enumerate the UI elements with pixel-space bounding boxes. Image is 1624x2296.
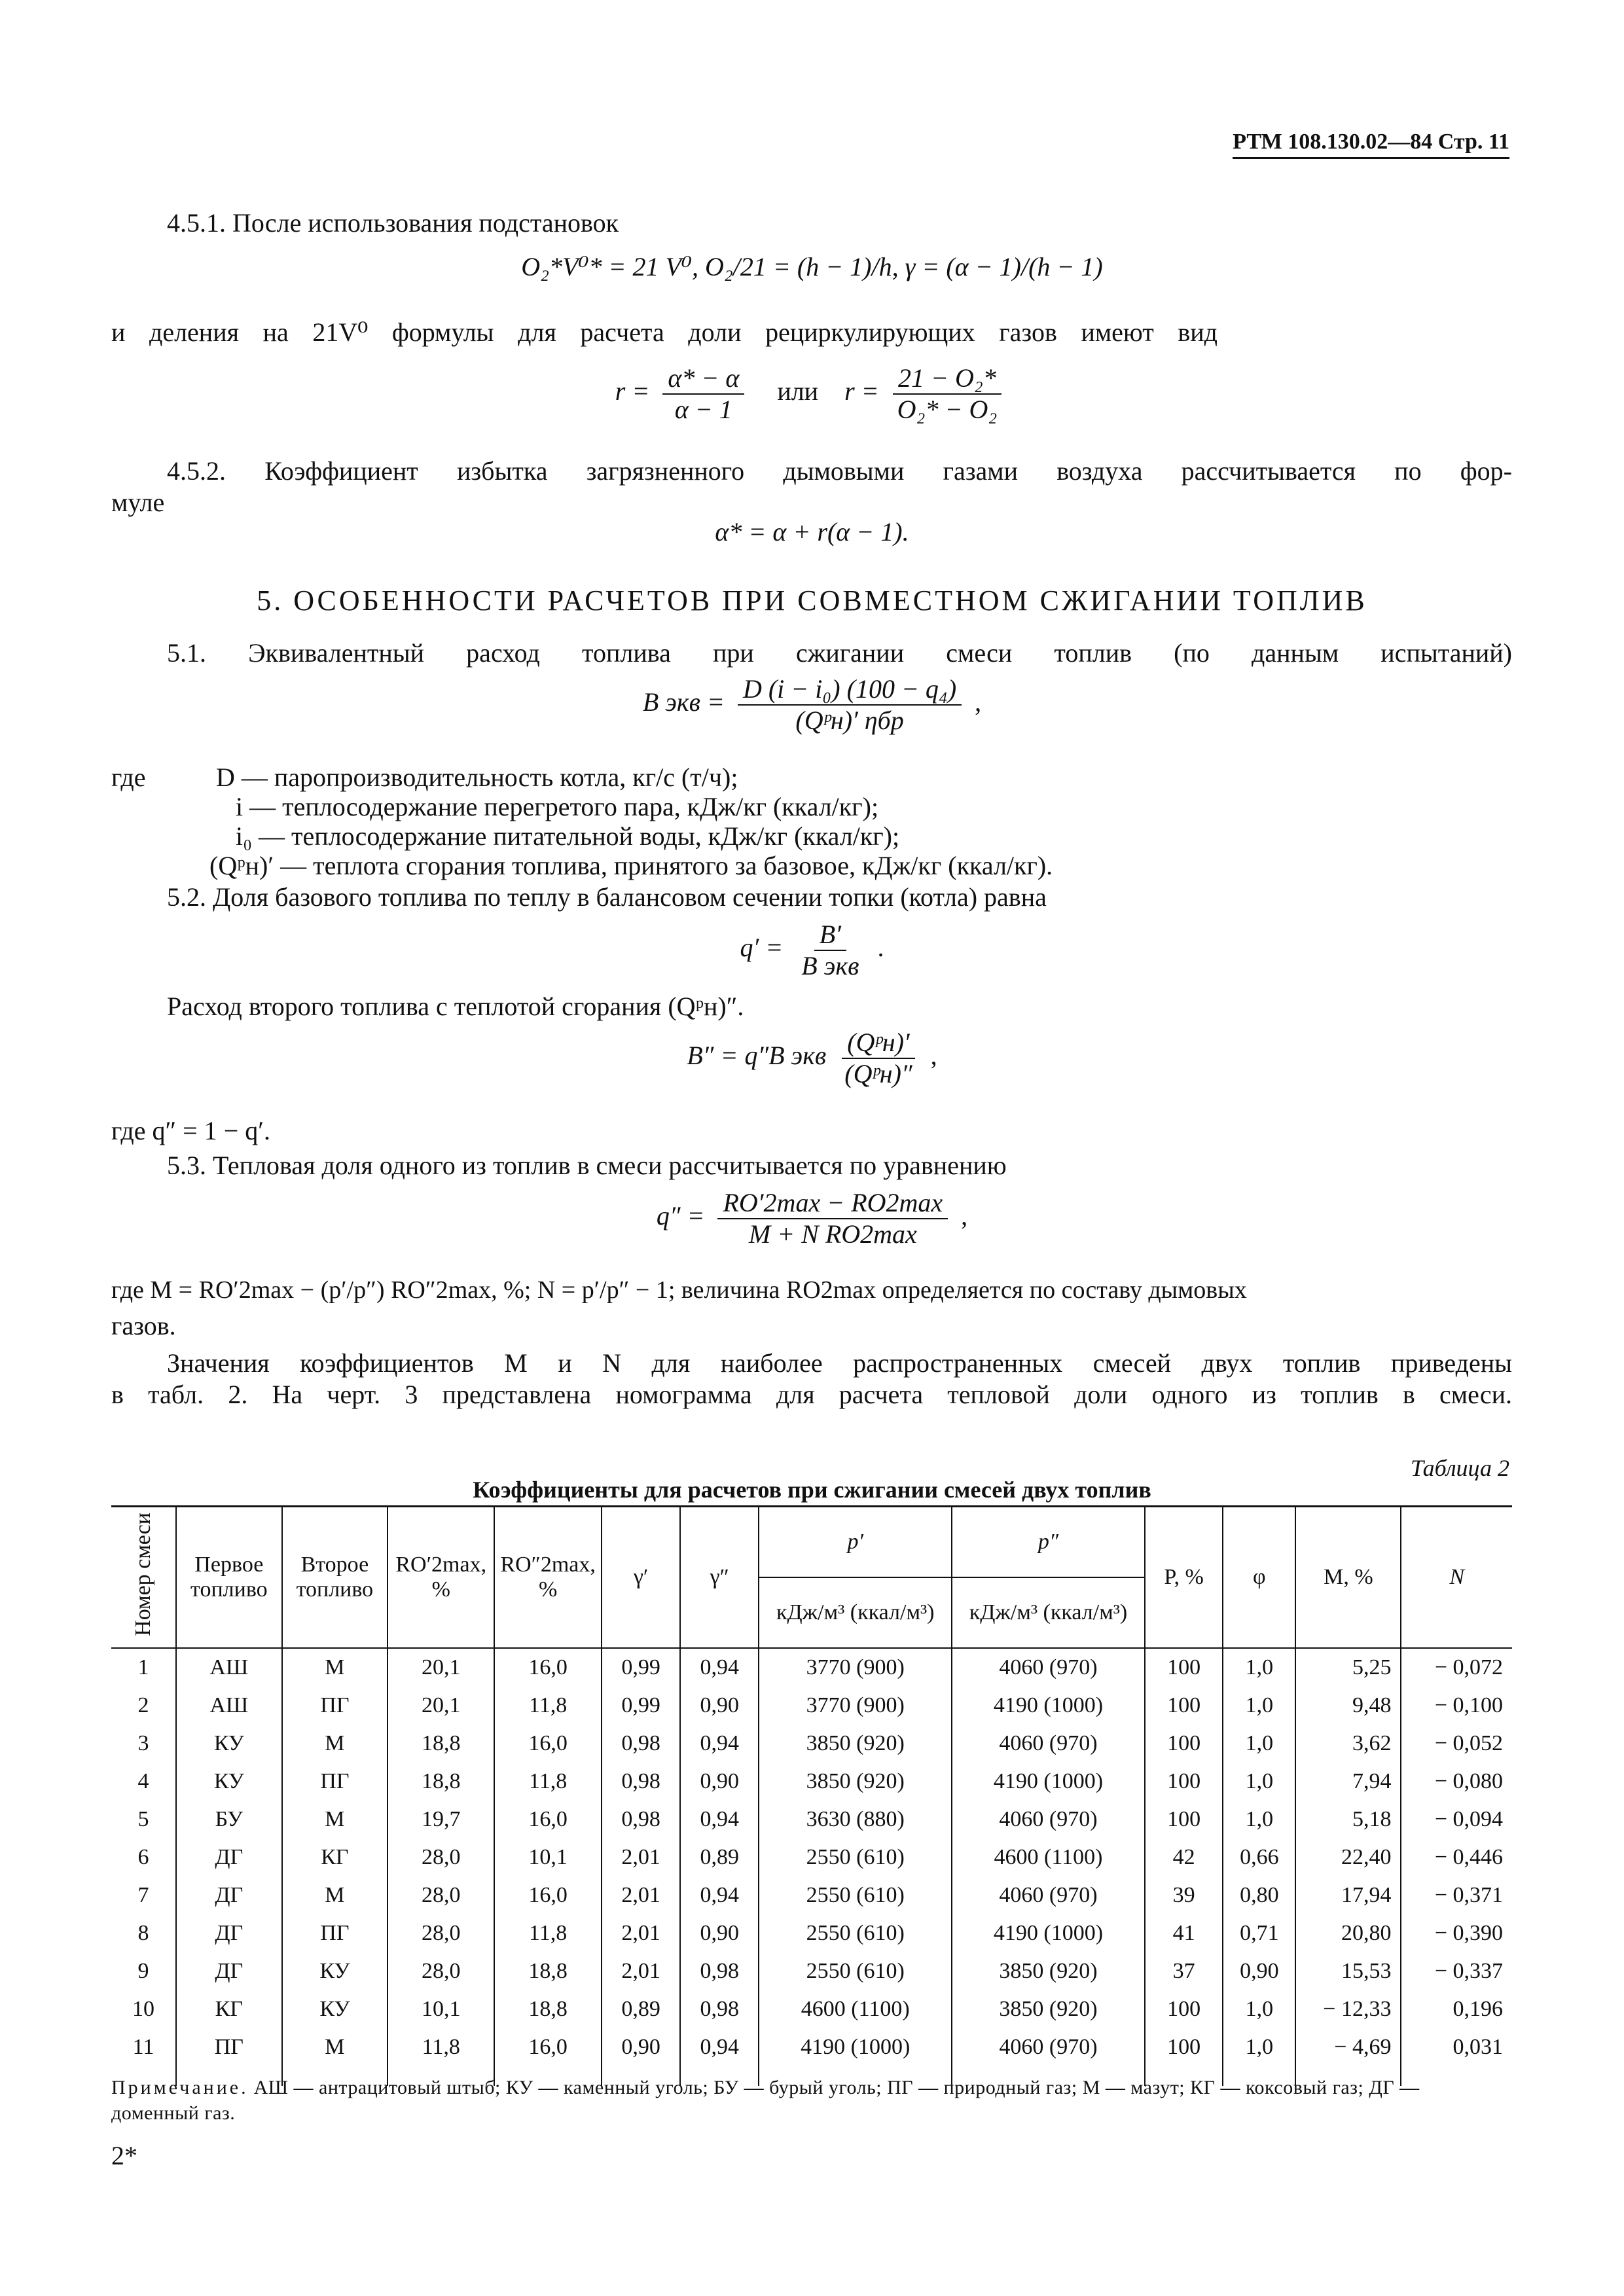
b-second-num: (Qᵖн)′ — [842, 1028, 914, 1059]
cell-N: − 0,390 — [1401, 1914, 1512, 1952]
cell-ro-second: 16,0 — [494, 1801, 602, 1839]
th-gamma2: γ″ — [680, 1507, 759, 1648]
sec451-intro: 4.5.1. После использования подстановок — [167, 208, 619, 238]
cell-ro-first: 28,0 — [388, 1876, 494, 1914]
cell-first-fuel: КГ — [176, 1990, 282, 2028]
th-N: N — [1401, 1507, 1512, 1648]
cell-num: 7 — [111, 1876, 176, 1914]
sec53-para1: Значения коэффициентов M и N для наиболее распространенных смесей двух топлив приведены — [167, 1348, 1512, 1378]
cell-P: 100 — [1145, 1763, 1223, 1801]
note-label: Примечание. — [111, 2077, 249, 2098]
q-second-den: M + N RO2max — [748, 1219, 917, 1249]
cell-p-first: 2550 (610) — [759, 1914, 952, 1952]
cell-M: 5,25 — [1295, 1648, 1401, 1687]
cell-num: 11 — [111, 2028, 176, 2086]
cell-M: 17,94 — [1295, 1876, 1401, 1914]
cell-p-first: 3850 (920) — [759, 1725, 952, 1763]
sec451-division-text: и деления на 21V⁰ формулы для расчета доли рециркулирующих газов имеют вид — [111, 317, 1218, 347]
def-D: D — паропроизводительность котла, кг/с (т/ч); — [216, 762, 738, 792]
cell-P: 100 — [1145, 1725, 1223, 1763]
cell-p-first: 2550 (610) — [759, 1876, 952, 1914]
table-row — [111, 1914, 1512, 1952]
cell-M: 22,40 — [1295, 1839, 1401, 1876]
cell-phi: 0,90 — [1223, 1952, 1295, 1990]
r-formula-frac1 — [662, 363, 744, 425]
table-row — [111, 1990, 1512, 2028]
cell-ro-first: 28,0 — [388, 1839, 494, 1876]
cell-P: 39 — [1145, 1876, 1223, 1914]
cell-p-second: 4060 (970) — [952, 1801, 1145, 1839]
cell-p-first: 4190 (1000) — [759, 2028, 952, 2086]
cell-M: 3,62 — [1295, 1725, 1401, 1763]
table-body — [111, 1648, 1512, 2086]
cell-N: − 0,052 — [1401, 1725, 1512, 1763]
table-row — [111, 1839, 1512, 1876]
cell-second-fuel: КУ — [282, 1952, 388, 1990]
cell-second-fuel: ПГ — [282, 1914, 388, 1952]
b-second-den: (Qᵖн)″ — [844, 1059, 912, 1088]
cell-ro-second: 16,0 — [494, 2028, 602, 2086]
sec53-para2: в табл. 2. На черт. 3 представлена номограмма для расчета тепловой доли одного из топлив в смеси. — [111, 1380, 1512, 1409]
cell-gamma2: 0,94 — [680, 1801, 759, 1839]
cell-ro-second: 16,0 — [494, 1648, 602, 1687]
cell-phi: 1,0 — [1223, 1725, 1295, 1763]
sec52-second-fuel: Расход второго топлива с теплотой сгорания (Qᵖн)″. — [167, 992, 744, 1021]
cell-first-fuel: БУ — [176, 1801, 282, 1839]
cell-num: 4 — [111, 1763, 176, 1801]
cell-p-first: 3770 (900) — [759, 1648, 952, 1687]
sec51-intro: 5.1. Эквивалентный расход топлива при сжигании смеси топлив (по данным испытаний) — [167, 638, 1512, 668]
q-prime-lhs: q′ = — [740, 933, 784, 963]
cell-first-fuel: АШ — [176, 1648, 282, 1687]
cell-gamma2: 0,98 — [680, 1990, 759, 2028]
q-second-num: RO′2max − RO2max — [717, 1188, 948, 1219]
alpha-formula: α* = α + r(α − 1). — [715, 517, 909, 547]
b-ekv-formula: B экв = $\frac{\text{D (i − i₀) (100 − q₄)}}{\text{(Qᵖн)′ ηбр}}$ , — [642, 674, 982, 735]
cell-first-fuel: ДГ — [176, 1876, 282, 1914]
cell-gamma2: 0,94 — [680, 1648, 759, 1687]
th-p-first: p′ — [759, 1507, 952, 1578]
cell-gamma1: 0,98 — [602, 1763, 680, 1801]
th-p-second: p″ — [952, 1507, 1145, 1578]
b-ekv-lhs: B экв = — [642, 687, 725, 717]
cell-M: 5,18 — [1295, 1801, 1401, 1839]
cell-p-second: 4060 (970) — [952, 1876, 1145, 1914]
sec53-where-line: где M = RO′2max − (p′/p″) RO″2max, %; N = p′/p″ − 1; величина RO2max определяется по составу дымовых — [111, 1276, 1247, 1304]
cell-P: 41 — [1145, 1914, 1223, 1952]
coefficients-table — [111, 1505, 1512, 2086]
cell-p-first: 4600 (1100) — [759, 1990, 952, 2028]
th-ro-second: RO″2max, % — [494, 1507, 602, 1648]
q-prime-frac — [796, 920, 864, 981]
table-row — [111, 1725, 1512, 1763]
cell-M: − 4,69 — [1295, 2028, 1401, 2086]
cell-ro-first: 20,1 — [388, 1687, 494, 1725]
cell-first-fuel: АШ — [176, 1687, 282, 1725]
cell-gamma1: 0,98 — [602, 1725, 680, 1763]
cell-first-fuel: КУ — [176, 1763, 282, 1801]
th-phi: φ — [1223, 1507, 1295, 1648]
cell-phi: 1,0 — [1223, 1990, 1295, 2028]
q-second-formula: q″ = $\frac{RO'2\max - RO2\max}{\text{M + N RO2max}}$ , — [656, 1188, 968, 1249]
cell-second-fuel: М — [282, 1801, 388, 1839]
cell-P: 100 — [1145, 1687, 1223, 1725]
cell-p-first: 2550 (610) — [759, 1952, 952, 1990]
cell-gamma1: 0,89 — [602, 1990, 680, 2028]
cell-ro-first: 10,1 — [388, 1990, 494, 2028]
cell-ro-first: 28,0 — [388, 1952, 494, 1990]
q-prime-den: B экв — [801, 951, 859, 980]
cell-gamma2: 0,94 — [680, 1725, 759, 1763]
r-formula-lhs2: r = — [844, 376, 879, 406]
cell-second-fuel: ПГ — [282, 1687, 388, 1725]
r-formula-or: или — [777, 376, 819, 406]
cell-ro-second: 11,8 — [494, 1687, 602, 1725]
r-formula-frac2 — [892, 363, 1003, 425]
th-first-fuel: Первое топливо — [176, 1507, 282, 1648]
cell-gamma2: 0,98 — [680, 1952, 759, 1990]
cell-p-second: 4060 (970) — [952, 2028, 1145, 2086]
cell-p-second: 3850 (920) — [952, 1952, 1145, 1990]
cell-num: 1 — [111, 1648, 176, 1687]
cell-ro-first: 20,1 — [388, 1648, 494, 1687]
cell-P: 100 — [1145, 1801, 1223, 1839]
cell-p-second: 4190 (1000) — [952, 1763, 1145, 1801]
sec53-intro: 5.3. Тепловая доля одного из топлив в смеси рассчитывается по уравнению — [167, 1151, 1007, 1180]
page-header: РТМ 108.130.02—84 Стр. 11 — [1233, 130, 1509, 159]
r-formula-lhs: r = — [615, 376, 650, 406]
cell-gamma1: 2,01 — [602, 1839, 680, 1876]
cell-ro-second: 16,0 — [494, 1876, 602, 1914]
r-formula-den1: α − 1 — [674, 395, 732, 424]
cell-ro-second: 11,8 — [494, 1763, 602, 1801]
footer-mark: 2* — [111, 2141, 137, 2170]
r-formula-num1: α* − α — [662, 363, 744, 395]
cell-N: − 0,080 — [1401, 1763, 1512, 1801]
table-label: Таблица 2 — [1410, 1455, 1509, 1481]
cell-phi: 1,0 — [1223, 1687, 1295, 1725]
th-M: M, % — [1295, 1507, 1401, 1648]
substitution-formula: O₂*V⁰* = 21 V⁰, O₂/21 = (h − 1)/h, γ = (α − 1)/(h − 1) — [521, 252, 1103, 281]
sec51-where: где — [111, 762, 146, 792]
table-caption: Коэффициенты для расчетов при сжигании смесей двух топлив — [473, 1477, 1151, 1503]
cell-ro-first: 11,8 — [388, 2028, 494, 2086]
cell-P: 100 — [1145, 2028, 1223, 2086]
cell-p-first: 3630 (880) — [759, 1801, 952, 1839]
cell-N: − 0,100 — [1401, 1687, 1512, 1725]
cell-N: − 0,094 — [1401, 1801, 1512, 1839]
cell-gamma1: 2,01 — [602, 1914, 680, 1952]
cell-first-fuel: ДГ — [176, 1952, 282, 1990]
cell-ro-first: 19,7 — [388, 1801, 494, 1839]
q-second-lhs: q″ = — [656, 1201, 705, 1231]
cell-N: − 0,446 — [1401, 1839, 1512, 1876]
cell-ro-second: 18,8 — [494, 1990, 602, 2028]
cell-P: 100 — [1145, 1648, 1223, 1687]
cell-gamma1: 0,90 — [602, 2028, 680, 2086]
cell-phi: 0,80 — [1223, 1876, 1295, 1914]
cell-N: 0,031 — [1401, 2028, 1512, 2086]
cell-phi: 1,0 — [1223, 1763, 1295, 1801]
cell-second-fuel: КУ — [282, 1990, 388, 2028]
sec452-line2: муле — [111, 488, 165, 517]
cell-N: − 0,337 — [1401, 1952, 1512, 1990]
cell-second-fuel: М — [282, 1725, 388, 1763]
cell-ro-second: 10,1 — [494, 1839, 602, 1876]
cell-P: 37 — [1145, 1952, 1223, 1990]
q-prime-num: B′ — [814, 920, 846, 951]
th-num: Номер смеси — [111, 1507, 176, 1648]
cell-first-fuel: КУ — [176, 1725, 282, 1763]
th-ro-first: RO′2max, % — [388, 1507, 494, 1648]
cell-p-second: 4600 (1100) — [952, 1839, 1145, 1876]
cell-gamma2: 0,90 — [680, 1914, 759, 1952]
b-ekv-den: (Qᵖн)′ ηбр — [795, 706, 904, 735]
cell-ro-first: 18,8 — [388, 1725, 494, 1763]
r-formula-den2: O₂* − O₂ — [897, 395, 998, 424]
table-row — [111, 1801, 1512, 1839]
cell-P: 100 — [1145, 1990, 1223, 2028]
cell-gamma2: 0,94 — [680, 2028, 759, 2086]
th-gamma1: γ′ — [602, 1507, 680, 1648]
cell-num: 6 — [111, 1839, 176, 1876]
cell-N: 0,196 — [1401, 1990, 1512, 2028]
cell-second-fuel: ПГ — [282, 1763, 388, 1801]
th-p-second-unit: кДж/м³ (ккал/м³) — [952, 1577, 1145, 1648]
cell-gamma2: 0,89 — [680, 1839, 759, 1876]
cell-gamma1: 2,01 — [602, 1876, 680, 1914]
sec452-line1: 4.5.2. Коэффициент избытка загрязненного дымовыми газами воздуха рассчитывается по фор- — [167, 456, 1512, 486]
cell-gamma1: 0,99 — [602, 1648, 680, 1687]
cell-num: 2 — [111, 1687, 176, 1725]
th-second-fuel: Второе топливо — [282, 1507, 388, 1648]
cell-second-fuel: КГ — [282, 1839, 388, 1876]
cell-gamma1: 0,98 — [602, 1801, 680, 1839]
cell-N: − 0,371 — [1401, 1876, 1512, 1914]
cell-gamma2: 0,94 — [680, 1876, 759, 1914]
cell-phi: 1,0 — [1223, 1648, 1295, 1687]
th-P: P, % — [1145, 1507, 1223, 1648]
cell-gamma2: 0,90 — [680, 1687, 759, 1725]
q-second-frac — [717, 1188, 948, 1249]
cell-second-fuel: М — [282, 2028, 388, 2086]
cell-M: 9,48 — [1295, 1687, 1401, 1725]
cell-ro-second: 18,8 — [494, 1952, 602, 1990]
b-ekv-num: D (i − i₀) (100 − q₄) — [738, 674, 962, 706]
cell-p-second: 4060 (970) — [952, 1648, 1145, 1687]
def-Q: (Qᵖн)′ — теплота сгорания топлива, принятого за базовое, кДж/кг (ккал/кг). — [209, 851, 1053, 880]
cell-p-second: 4190 (1000) — [952, 1687, 1145, 1725]
cell-ro-first: 18,8 — [388, 1763, 494, 1801]
table-row — [111, 1763, 1512, 1801]
cell-first-fuel: ДГ — [176, 1839, 282, 1876]
cell-p-second: 4060 (970) — [952, 1725, 1145, 1763]
cell-num: 9 — [111, 1952, 176, 1990]
table-note — [111, 2075, 1512, 2126]
def-i: i — теплосодержание перегретого пара, кДж/кг (ккал/кг); — [236, 792, 879, 821]
cell-phi: 0,66 — [1223, 1839, 1295, 1876]
b-ekv-frac — [738, 674, 962, 736]
table-row — [111, 1687, 1512, 1725]
cell-p-first: 3770 (900) — [759, 1687, 952, 1725]
cell-num: 3 — [111, 1725, 176, 1763]
where-q-second: где q″ = 1 − q′. — [111, 1116, 271, 1145]
b-second-lhs: B″ = q″B экв — [687, 1041, 827, 1071]
cell-gamma2: 0,90 — [680, 1763, 759, 1801]
section-5-heading: 5. ОСОБЕННОСТИ РАСЧЕТОВ ПРИ СОВМЕСТНОМ СЖИГАНИИ ТОПЛИВ — [257, 584, 1367, 617]
cell-p-second: 3850 (920) — [952, 1990, 1145, 2028]
r-formula-num2: 21 − O₂* — [893, 363, 1001, 395]
cell-ro-first: 28,0 — [388, 1914, 494, 1952]
cell-num: 8 — [111, 1914, 176, 1952]
table-row — [111, 1648, 1512, 1687]
cell-gamma1: 0,99 — [602, 1687, 680, 1725]
note-text: АШ — антрацитовый штыб; КУ — каменный уголь; БУ — бурый уголь; ПГ — природный газ; М — мазут; КГ — коксовый газ; ДГ — доменный газ. — [111, 2077, 1420, 2124]
cell-N: − 0,072 — [1401, 1648, 1512, 1687]
cell-first-fuel: ДГ — [176, 1914, 282, 1952]
sec53-where-line2: газов. — [111, 1311, 176, 1340]
cell-ro-second: 11,8 — [494, 1914, 602, 1952]
cell-P: 42 — [1145, 1839, 1223, 1876]
cell-M: 7,94 — [1295, 1763, 1401, 1801]
b-second-frac — [839, 1028, 917, 1089]
sec52-intro: 5.2. Доля базового топлива по теплу в балансовом сечении топки (котла) равна — [167, 882, 1047, 912]
cell-M: 20,80 — [1295, 1914, 1401, 1952]
r-formula — [0, 363, 1624, 425]
cell-second-fuel: М — [282, 1876, 388, 1914]
cell-ro-second: 16,0 — [494, 1725, 602, 1763]
cell-phi: 1,0 — [1223, 2028, 1295, 2086]
cell-first-fuel: ПГ — [176, 2028, 282, 2086]
cell-gamma1: 2,01 — [602, 1952, 680, 1990]
q-prime-formula: q′ = $\frac{B'}{\text{B экв}}$ . — [740, 920, 884, 980]
cell-p-first: 2550 (610) — [759, 1839, 952, 1876]
cell-second-fuel: М — [282, 1648, 388, 1687]
cell-phi: 0,71 — [1223, 1914, 1295, 1952]
cell-M: 15,53 — [1295, 1952, 1401, 1990]
table-row — [111, 1952, 1512, 1990]
cell-phi: 1,0 — [1223, 1801, 1295, 1839]
cell-p-second: 4190 (1000) — [952, 1914, 1145, 1952]
b-second-formula: B″ = q″B экв $\frac{\text{(Qᵖн)′}}{\text{(Qᵖн)″}}$ , — [687, 1028, 937, 1088]
cell-num: 10 — [111, 1990, 176, 2028]
table-row — [111, 1876, 1512, 1914]
def-i0: i₀ — теплосодержание питательной воды, кДж/кг (ккал/кг); — [236, 821, 900, 851]
cell-num: 5 — [111, 1801, 176, 1839]
th-p-first-unit: кДж/м³ (ккал/м³) — [759, 1577, 952, 1648]
cell-p-first: 3850 (920) — [759, 1763, 952, 1801]
cell-M: − 12,33 — [1295, 1990, 1401, 2028]
